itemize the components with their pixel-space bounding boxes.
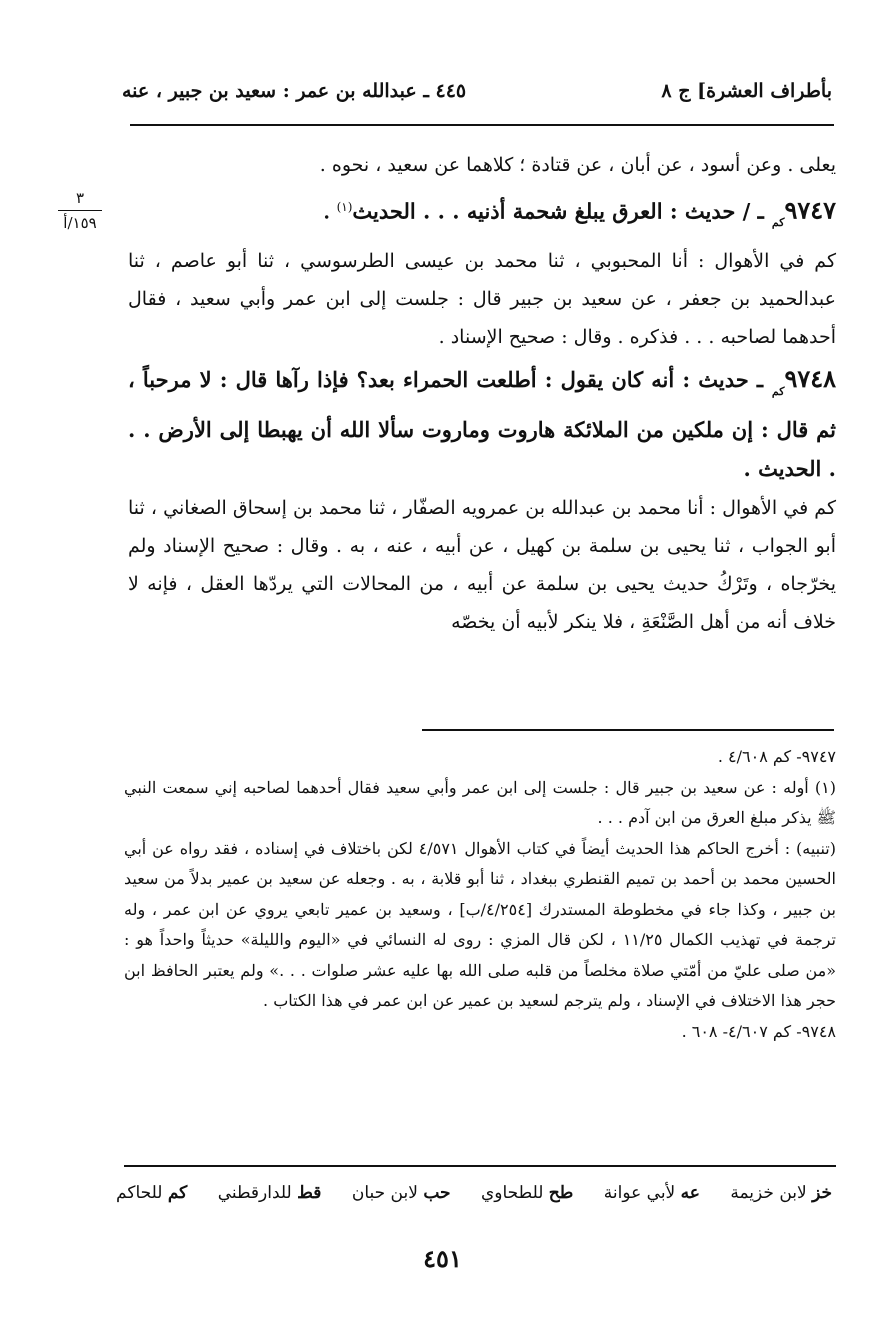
abbreviation-item: عه لأبي عوانة [603, 1183, 700, 1203]
folio-note-bottom: ١٥٩/أ [63, 214, 97, 232]
entry-9748-text: كم في الأهوال : أنا محمد بن عبدالله بن عمرويه الصفّار ، ثنا محمد بن إسحاق الصغاني ، ثنا أبو الجواب ، ثنا يحيى بن سلمة بن كهيل ، عن أبيه ، عنه ، به . وقال : صحيح الإسناد ولم يخرّجاه ، وتَرْكُ حديث يحيى بن سلمة عن أبيه ، من المحالات التي يردّها العقل ، فإنه لا خلاف أنه من أهل الصَّنْعَةِ ، فلا ينكر لأبيه أن يخصّه [128, 497, 836, 634]
header-section-title: ٤٤٥ ـ عبدالله بن عمر : سعيد بن جبير ، عنه [122, 80, 467, 102]
entry-9747-text: كم في الأهوال : أنا المحبوبي ، ثنا محمد بن عيسى الطرسوسي ، ثنا أبو عاصم ، ثنا عبدالحميد بن جعفر ، عن سعيد بن جبير قال : جلست إلى ابن عمر وأبي سعيد ، فقال أحدهما لصاحبه . . . فذكره . وقال : صحيح الإسناد . [128, 250, 836, 349]
footnote-source-9748: ٩٧٤٨- كم ٤/٦٠٧- ٦٠٨ . [681, 1021, 836, 1041]
abbreviations-rule [124, 1165, 836, 1167]
entry-title: ـ حديث : أنه كان يقول : أطلعت الحمراء بعد؟ فإذا رآها قال : لا مرحباً ، ثم قال : إن ملكين من الملائكة هاروت وماروت سألا الله أن يهبطا إلى الأرض . . . الحديث . [128, 367, 836, 482]
abbreviation-item: قط للدارقطني [217, 1183, 322, 1203]
footnote-rule [422, 729, 834, 731]
entry-number: ٩٧٤٧ [784, 195, 836, 225]
continuation-paragraph: يعلى . وعن أسود ، عن أبان ، عن قتادة ؛ كلاهما عن سعيد ، نحوه . [319, 154, 836, 176]
abbreviations-key [116, 1183, 832, 1213]
footnote-1: (١) أوله : عن سعيد بن جبير قال : جلست إلى ابن عمر وأبي سعيد فقال أحدهما لصاحبه إني سمعت النبي ﷺ يذكر مبلغ العرق من ابن آدم . . . [124, 777, 836, 827]
footnote-marker: (١) [336, 200, 353, 214]
folio-note-top: ٣ [75, 189, 85, 207]
abbreviation-item: كم للحاكم [116, 1183, 188, 1203]
entry-title: ـ / حديث : العرق يبلغ شحمة أذنيه . . . الحديث [352, 198, 764, 224]
abbreviation-item: حب لابن حبان [351, 1183, 451, 1203]
main-text [128, 146, 836, 641]
manuscript-folio-note [44, 188, 116, 233]
footnote-source-9747: ٩٧٤٧- كم ٤/٦٠٨ . [717, 747, 836, 766]
entry-9747-heading: $٩٧٤٧_{كم}$ ـ / حديث : العرق يبلغ شحمة أذنيه . . . الحديث$^{(١)}$ . [323, 195, 836, 230]
entry-number: ٩٧٤٨ [784, 364, 836, 394]
page-number: ٤٥١ [423, 1244, 462, 1273]
footnote-note: (تنبيه) : أخرج الحاكم هذا الحديث أيضاً في كتاب الأهوال ٤/٥٧١ لكن باختلاف في إسناده ، فقد رواه عن أبي الحسين محمد بن أحمد بن تميم القنطري ببغداد ، ثنا أبو قلابة ، به . وجعله عن سعيد بن عمير بدلاً من سعيد بن جبير ، وكذا جاء في مخطوطة المستدرك [٤/٢٥٤/ب] ، وسعيد بن عمير تابعي يروي عن ابن عمر ، وله ترجمة في تهذيب الكمال ١١/٢٥ ، لكن قال المزي : روى له النسائي في «اليوم والليلة» حديثاً واحداً هو : «من صلى عليّ من أمّتي صلاة مخلصاً من قلبه صلى الله بها عليه عشر صلوات . . .» ولم يعتبر الحافظ ابن حجر هذا الاختلاف في الإسناد ، ولم يترجم لسعيد بن عمير عن ابن عمر في هذا الكتاب . [124, 838, 837, 1010]
folio-note-divider [58, 210, 102, 211]
header-rule [130, 124, 834, 126]
entry-source-tag: كم [771, 216, 785, 230]
entry-source-tag: كم [771, 385, 785, 399]
abbreviation-item: طح للطحاوي [480, 1183, 574, 1203]
running-header [122, 80, 832, 112]
header-volume-title: بأطراف العشرة] ج ٨ [661, 80, 832, 102]
footnotes [124, 742, 836, 1047]
entry-9748-heading [128, 360, 836, 489]
abbreviation-item: خز لابن خزيمة [730, 1183, 832, 1203]
